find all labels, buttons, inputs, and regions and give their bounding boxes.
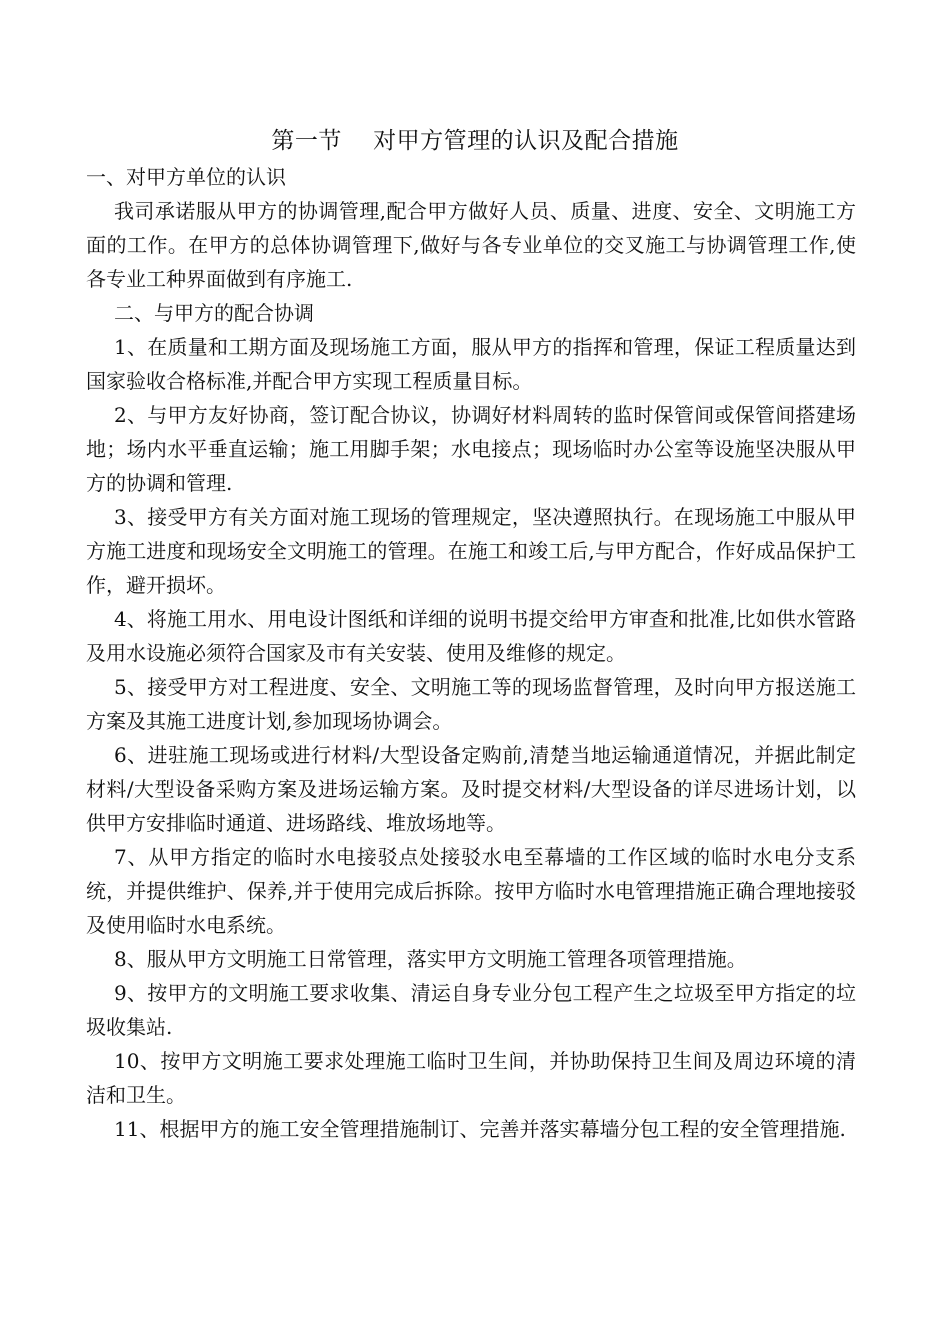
section1-paragraph: 我司承诺服从甲方的协调管理,配合甲方做好人员、质量、进度、安全、文明施工方面的工作。在甲方的总体协调管理下,做好与各专业单位的交叉施工与协调管理工作,使各专业工种界面做到有序施工. (86, 199, 856, 291)
list-item: 7、从甲方指定的临时水电接驳点处接驳水电至幕墙的工作区域的临时水电分支系统，并提供维护、保养,并于使用完成后拆除。按甲方临时水电管理措施正确合理地接驳及使用临时水电系统。 (86, 845, 856, 937)
list-item: 6、进驻施工现场或进行材料/大型设备定购前,清楚当地运输通道情况，并据此制定材料/大型设备采购方案及进场运输方案。及时提交材料/大型设备的详尽进场计划，以供甲方安排临时通道、进场路线、堆放场地等。 (86, 743, 856, 835)
section2-heading: 二、与甲方的配合协调 (114, 301, 314, 325)
list-item: 4、将施工用水、用电设计图纸和详细的说明书提交给甲方审查和批准,比如供水管路及用水设施必须符合国家及市有关安装、使用及维修的规定。 (86, 607, 856, 665)
section-title: 第一节 对甲方管理的认识及配合措施 (271, 128, 679, 154)
list-item: 3、接受甲方有关方面对施工现场的管理规定，坚决遵照执行。在现场施工中服从甲方施工进度和现场安全文明施工的管理。在施工和竣工后,与甲方配合，作好成品保护工作，避开损坏。 (86, 505, 856, 597)
list-item: 11、根据甲方的施工安全管理措施制订、完善并落实幕墙分包工程的安全管理措施. (114, 1117, 846, 1141)
document-body (86, 160, 856, 1146)
list-item: 5、接受甲方对工程进度、安全、文明施工等的现场监督管理，及时向甲方报送施工方案及其施工进度计划,参加现场协调会。 (86, 675, 856, 733)
list-item: 8、服从甲方文明施工日常管理，落实甲方文明施工管理各项管理措施。 (114, 947, 747, 971)
list-item: 10、按甲方文明施工要求处理施工临时卫生间，并协助保持卫生间及周边环境的清洁和卫生。 (86, 1049, 856, 1107)
list-item: 9、按甲方的文明施工要求收集、清运自身专业分包工程产生之垃圾至甲方指定的垃圾收集站. (86, 981, 856, 1039)
section1-heading: 一、对甲方单位的认识 (86, 165, 286, 189)
list-item: 2、与甲方友好协商，签订配合协议，协调好材料周转的监时保管间或保管间搭建场地；场内水平垂直运输；施工用脚手架；水电接点；现场临时办公室等设施坚决服从甲方的协调和管理. (86, 403, 856, 495)
list-item: 1、在质量和工期方面及现场施工方面，服从甲方的指挥和管理，保证工程质量达到国家验收合格标准,并配合甲方实现工程质量目标。 (86, 335, 856, 393)
